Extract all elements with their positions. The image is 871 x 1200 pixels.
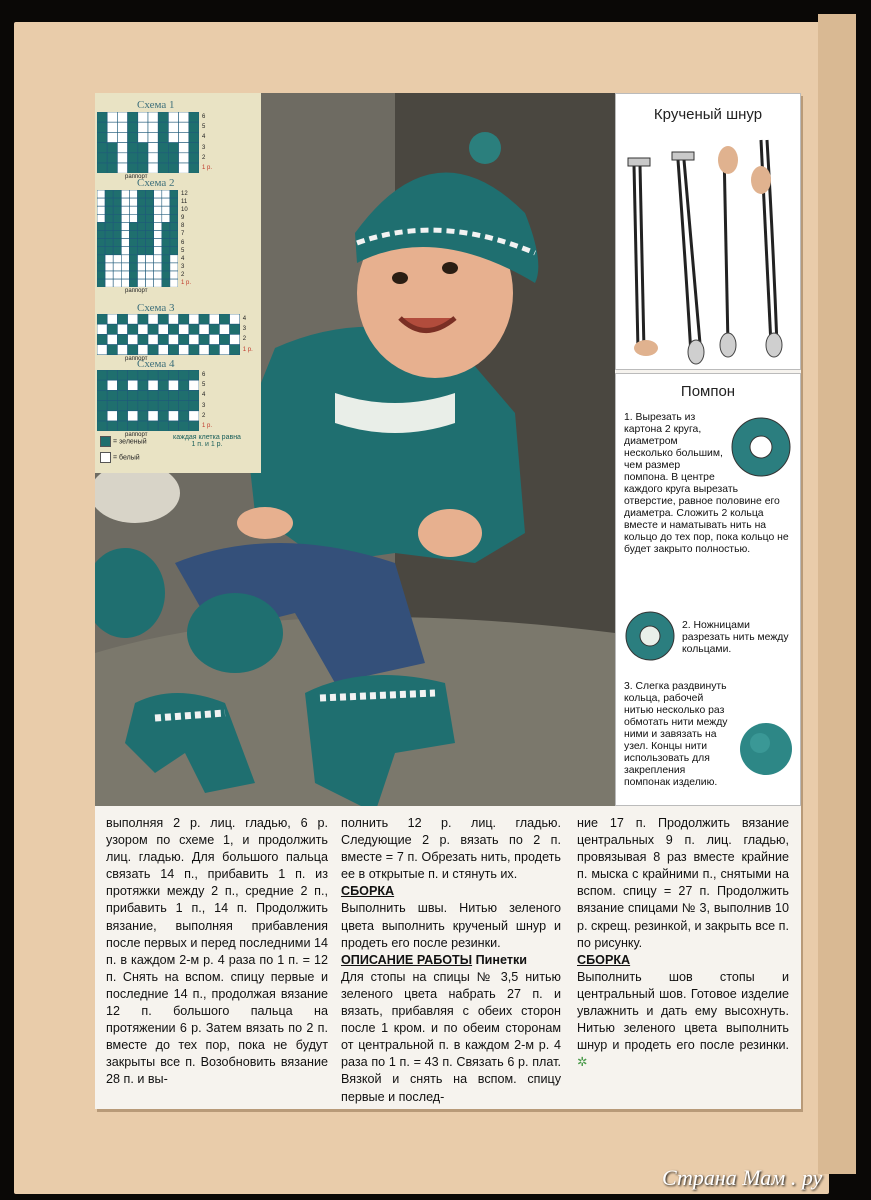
watermark: Страна Мам . ру: [662, 1165, 823, 1190]
white-swatch: [100, 452, 111, 463]
legend-green-label: = зеленый: [113, 438, 147, 446]
scheme-1-title: Схема 1: [137, 99, 175, 111]
legend-green: [100, 436, 147, 447]
legend-note: каждая клетка равна 1 п. и 1 р.: [173, 434, 241, 448]
scheme-4-row-numbers: 6 5 4 3 2 1 р.: [202, 372, 213, 430]
scheme-3-grid: [97, 314, 240, 360]
scheme-2-title: Схема 2: [137, 177, 175, 189]
green-swatch: [100, 436, 111, 447]
scheme-4-title: Схема 4: [137, 358, 175, 370]
pompon-panel: [615, 373, 801, 806]
scheme-4-grid: [97, 370, 199, 439]
scheme-2-row-numbers: 12 11 10 9 8 7 6 5 4 3 2 1 р.: [181, 191, 192, 287]
scheme-1-grid: [97, 112, 199, 181]
assembly-heading: СБОРКА: [341, 884, 395, 899]
scissors-ring-icon: [624, 610, 676, 662]
scheme-3-rapport: раппорт: [125, 355, 148, 362]
cord-illustration: [616, 130, 802, 370]
pompon-step-3-text: 3. Слегка раздвинуть кольца, рабочей нитью несколько раз обмотать нити между ними и завязать на узел. Концы нити использовать для закрепления помпонак изделию.: [624, 681, 728, 788]
pompon-step-2-text: 2. Ножницами разрезать нить между кольцами.: [682, 620, 789, 655]
column-1-text: выполняя 2 р. лиц. гладью, 6 р. узором по схеме 1, и продолжить лиц. гладью. Для большого пальца связать 14 п., прибавить 1 п. из протяжки между 2 п., средние 2 п., прибавить 1 п., 14 п. Продолжить вязание, выполняя прибавления после первых и перед последними 14 п. в каждом 2-м р. 4 раза по 1 п. = 12 п. Снять на вспом. спицу первые и последние 14 п., продолжая вязание 12 п. большого пальца на протяжении 6 р. Затем вязать по 2 п. вместе до тех пор, пока не будут закрыты все п. Возобновить вязание 28 п. и вы-: [106, 816, 329, 1087]
scheme-1-rapport: раппорт: [125, 174, 148, 181]
pompon-step-1: [624, 412, 792, 556]
cord-title: Крученый шнур: [653, 106, 763, 123]
scheme-2-rapport: раппорт: [125, 288, 148, 295]
scheme-2-grid: [97, 190, 178, 295]
column-2-text-b: Выполнить швы. Нитью зеленого цвета выполнить крученый шнур и продеть его после резинки.: [341, 901, 561, 950]
booties-heading: Пинетки: [475, 952, 528, 967]
next-page-edge: [818, 14, 856, 1174]
legend-white-label: = белый: [113, 454, 140, 462]
twisted-cord-panel: [615, 93, 801, 370]
scheme-3-row-numbers: 4 3 2 1 р.: [242, 316, 253, 353]
assembly-heading-2: СБОРКА: [577, 952, 631, 967]
column-3-text-b: Выполнить шов стопы и центральный шов. Готовое изделие увлажнить и дать ему высохнуть. Нитью зеленого цвета выполнить шнур и продеть его после резинки.: [577, 969, 789, 1053]
scheme-3-title: Схема 3: [137, 302, 175, 314]
pompon-title: Помпон: [680, 383, 736, 400]
text-column-3: [577, 815, 789, 1071]
pompon-step-2: [624, 610, 792, 664]
pompon-step-1-text: 1. Вырезать из картона 2 круга, диаметром несколько большим, чем размер помпона. В центре каждого круга вырезать отверстие, равное половине его диаметра. Сложить 2 кольца вместе и наматывать нить на кольцо до тех пор, пока кольцо не будет закрыто полностью.: [624, 412, 789, 555]
scheme-1-row-numbers: 6 5 4 3 2 1 р.: [202, 114, 213, 172]
flower-end-icon: ✲: [577, 1055, 588, 1070]
pompon-step-3: [624, 681, 794, 789]
column-2-text-c: Для стопы на спицы № 3,5 нитью зеленого цвета набрать 27 п. и вязать, прибавляя с обеих сторон после 1 кром. и по обеим сторонам от центральной п. в каждом 2-м р. 4 раза по 1 п. = 43 п. Связать 6 р. плат. Вязкой и снять на вспом. спицу первые и послед-: [341, 969, 561, 1104]
text-column-1: [106, 815, 328, 1089]
scheme-4-rapport: раппорт: [125, 432, 148, 439]
ring-icon: [730, 416, 792, 478]
cut-ring-image: [624, 610, 676, 662]
legend-white: [100, 452, 140, 463]
cardboard-ring-image: [730, 416, 792, 478]
finished-pompon-image: [738, 721, 794, 777]
pompon-ball-icon: [738, 721, 794, 777]
column-2-text-a: полнить 12 р. лиц. гладью. Следующие 2 р. вязать по 2 п. вместе = 7 п. Обрезать нить, продеть ее в открытые п. и стянуть их.: [341, 816, 561, 882]
column-3-text-a: ние 17 п. Продолжить вязание центральных 9 п. лиц. гладью, провязывая 8 раз вместе крайние п. мыска с крайними п., снятыми на вспом. спицу = 27 п. Продолжить вязание спицами № 3, выполнив 10 р. скрещ. резинкой, и закрыть все п. по рисунку.: [577, 816, 789, 950]
work-description-heading: ОПИСАНИЕ РАБОТЫ: [341, 952, 473, 967]
text-column-2: [341, 815, 561, 1106]
